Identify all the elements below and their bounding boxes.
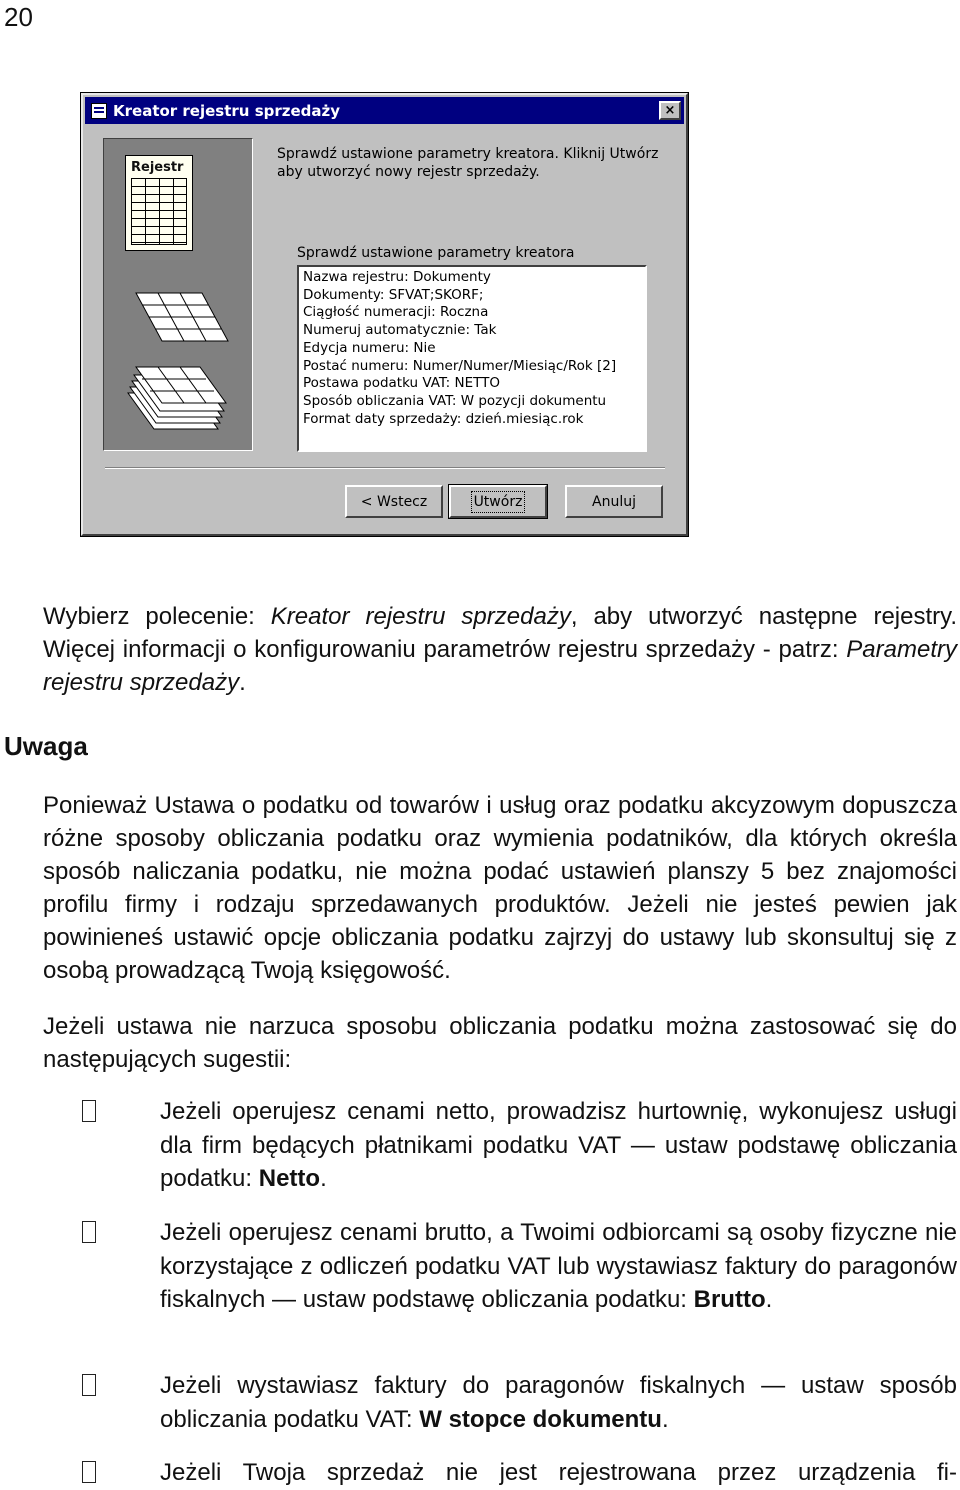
suggestion-item-fiscal: Jeżeli Twoja sprzedaż nie jest rejestrowana przez urządzenia fi- [160, 1459, 957, 1486]
wizard-command-link[interactable]: Kreator rejestru sprzedaży [270, 603, 571, 630]
param-line: Sposób obliczania VAT: W pozycji dokumentu [303, 392, 607, 409]
page-number: 20 [4, 2, 33, 32]
cancel-button[interactable]: Anuluj [565, 485, 663, 518]
bullet-box-icon [82, 1100, 96, 1122]
intro-paragraph: Wybierz polecenie: Kreator rejestru sprzedaży, aby utworzyć następne rejestry. Więcej informacji o konfigurowaniu parametrów rejestru sprzedaży - patrz: Parametry rejestru sprzedaży. [43, 603, 958, 696]
param-line: Postać numeru: Numer/Numer/Miesiąc/Rok [2] [303, 357, 617, 374]
param-line: Dokumenty: SFVAT;SKORF; [303, 286, 484, 303]
table-sheet-icon [122, 289, 232, 347]
param-line: Ciągłość numeracji: Roczna [303, 304, 489, 321]
close-button[interactable]: × [659, 101, 681, 120]
suggestion-item-brutto: Jeżeli operujesz cenami brutto, a Twoimi odbiorcami są osoby fizyczne nie korzystające z odliczeń podatku VAT lub wystawiasz faktury do paragonów fiskalnych — ustaw podstawę obliczania podatku: Brutto. [160, 1219, 957, 1313]
params-summary-list [297, 265, 647, 452]
register-book-icon [125, 155, 193, 251]
register-grid [131, 178, 187, 245]
stacked-sheets-icon [122, 361, 232, 433]
wizard-info-text: Sprawdź ustawione parametry kreatora. Kliknij Utwórz aby utworzyć nowy rejestr sprzedaży. [277, 146, 659, 180]
wizard-illustration [103, 138, 253, 451]
back-button[interactable]: < Wstecz [345, 485, 443, 518]
parameters-link[interactable]: Parametry rejestru sprzedaży [43, 636, 957, 696]
params-caption: Sprawdź ustawione parametry kreatora [297, 245, 575, 261]
param-line: Numeruj automatycznie: Tak [303, 322, 497, 339]
register-icon-label: Rejestr [131, 160, 184, 175]
create-button[interactable]: Utwórz [449, 485, 547, 518]
dialog-title: Kreator rejestru sprzedaży [113, 101, 341, 120]
param-line: Nazwa rejestru: Dokumenty [303, 269, 491, 285]
bullet-box-icon [82, 1221, 96, 1243]
note-paragraph-1: Ponieważ Ustawa o podatku od towarów i usług oraz podatku akcyzowym dopuszcza różne sposoby obliczania podatku oraz wymienia podatników, dla których określa sposób naliczania podatku, nie można podać ustawień planszy 5 bez znajomości profilu firmy i rodzaju sprzedawanych produktów. Jeżeli nie jesteś pewien jak powinieneś ustawić opcje obliczania podatku zajrzyj do ustawy lub skonsultuj się z osobą prowadzącą Twoją księgowość. [43, 792, 957, 984]
dialog-separator [105, 467, 665, 469]
note-paragraph-2: Jeżeli ustawa nie narzuca sposobu obliczania podatku można zastosować się do następujących sugestii: [43, 1013, 957, 1073]
param-line: Format daty sprzedaży: dzień.miesiąc.rok [303, 410, 584, 427]
suggestion-item-footer: Jeżeli wystawiasz faktury do paragonów fiskalnych — ustaw sposób obliczania podatku VAT: W stopce dokumentu. [160, 1372, 957, 1433]
param-line: Edycja numeru: Nie [303, 339, 436, 356]
dialog-titlebar [85, 97, 684, 124]
suggestion-item-netto: Jeżeli operujesz cenami netto, prowadzisz hurtownię, wykonujesz usługi dla firm będących płatnikami podatku VAT — ustaw podstawę obliczania podatku: Netto. [160, 1098, 957, 1192]
note-heading: Uwaga [4, 731, 88, 761]
wizard-dialog [81, 93, 688, 536]
bullet-box-icon [82, 1461, 96, 1483]
bullet-box-icon [82, 1374, 96, 1396]
wizard-app-icon [91, 103, 107, 119]
param-line: Postawa podatku VAT: NETTO [303, 375, 501, 392]
